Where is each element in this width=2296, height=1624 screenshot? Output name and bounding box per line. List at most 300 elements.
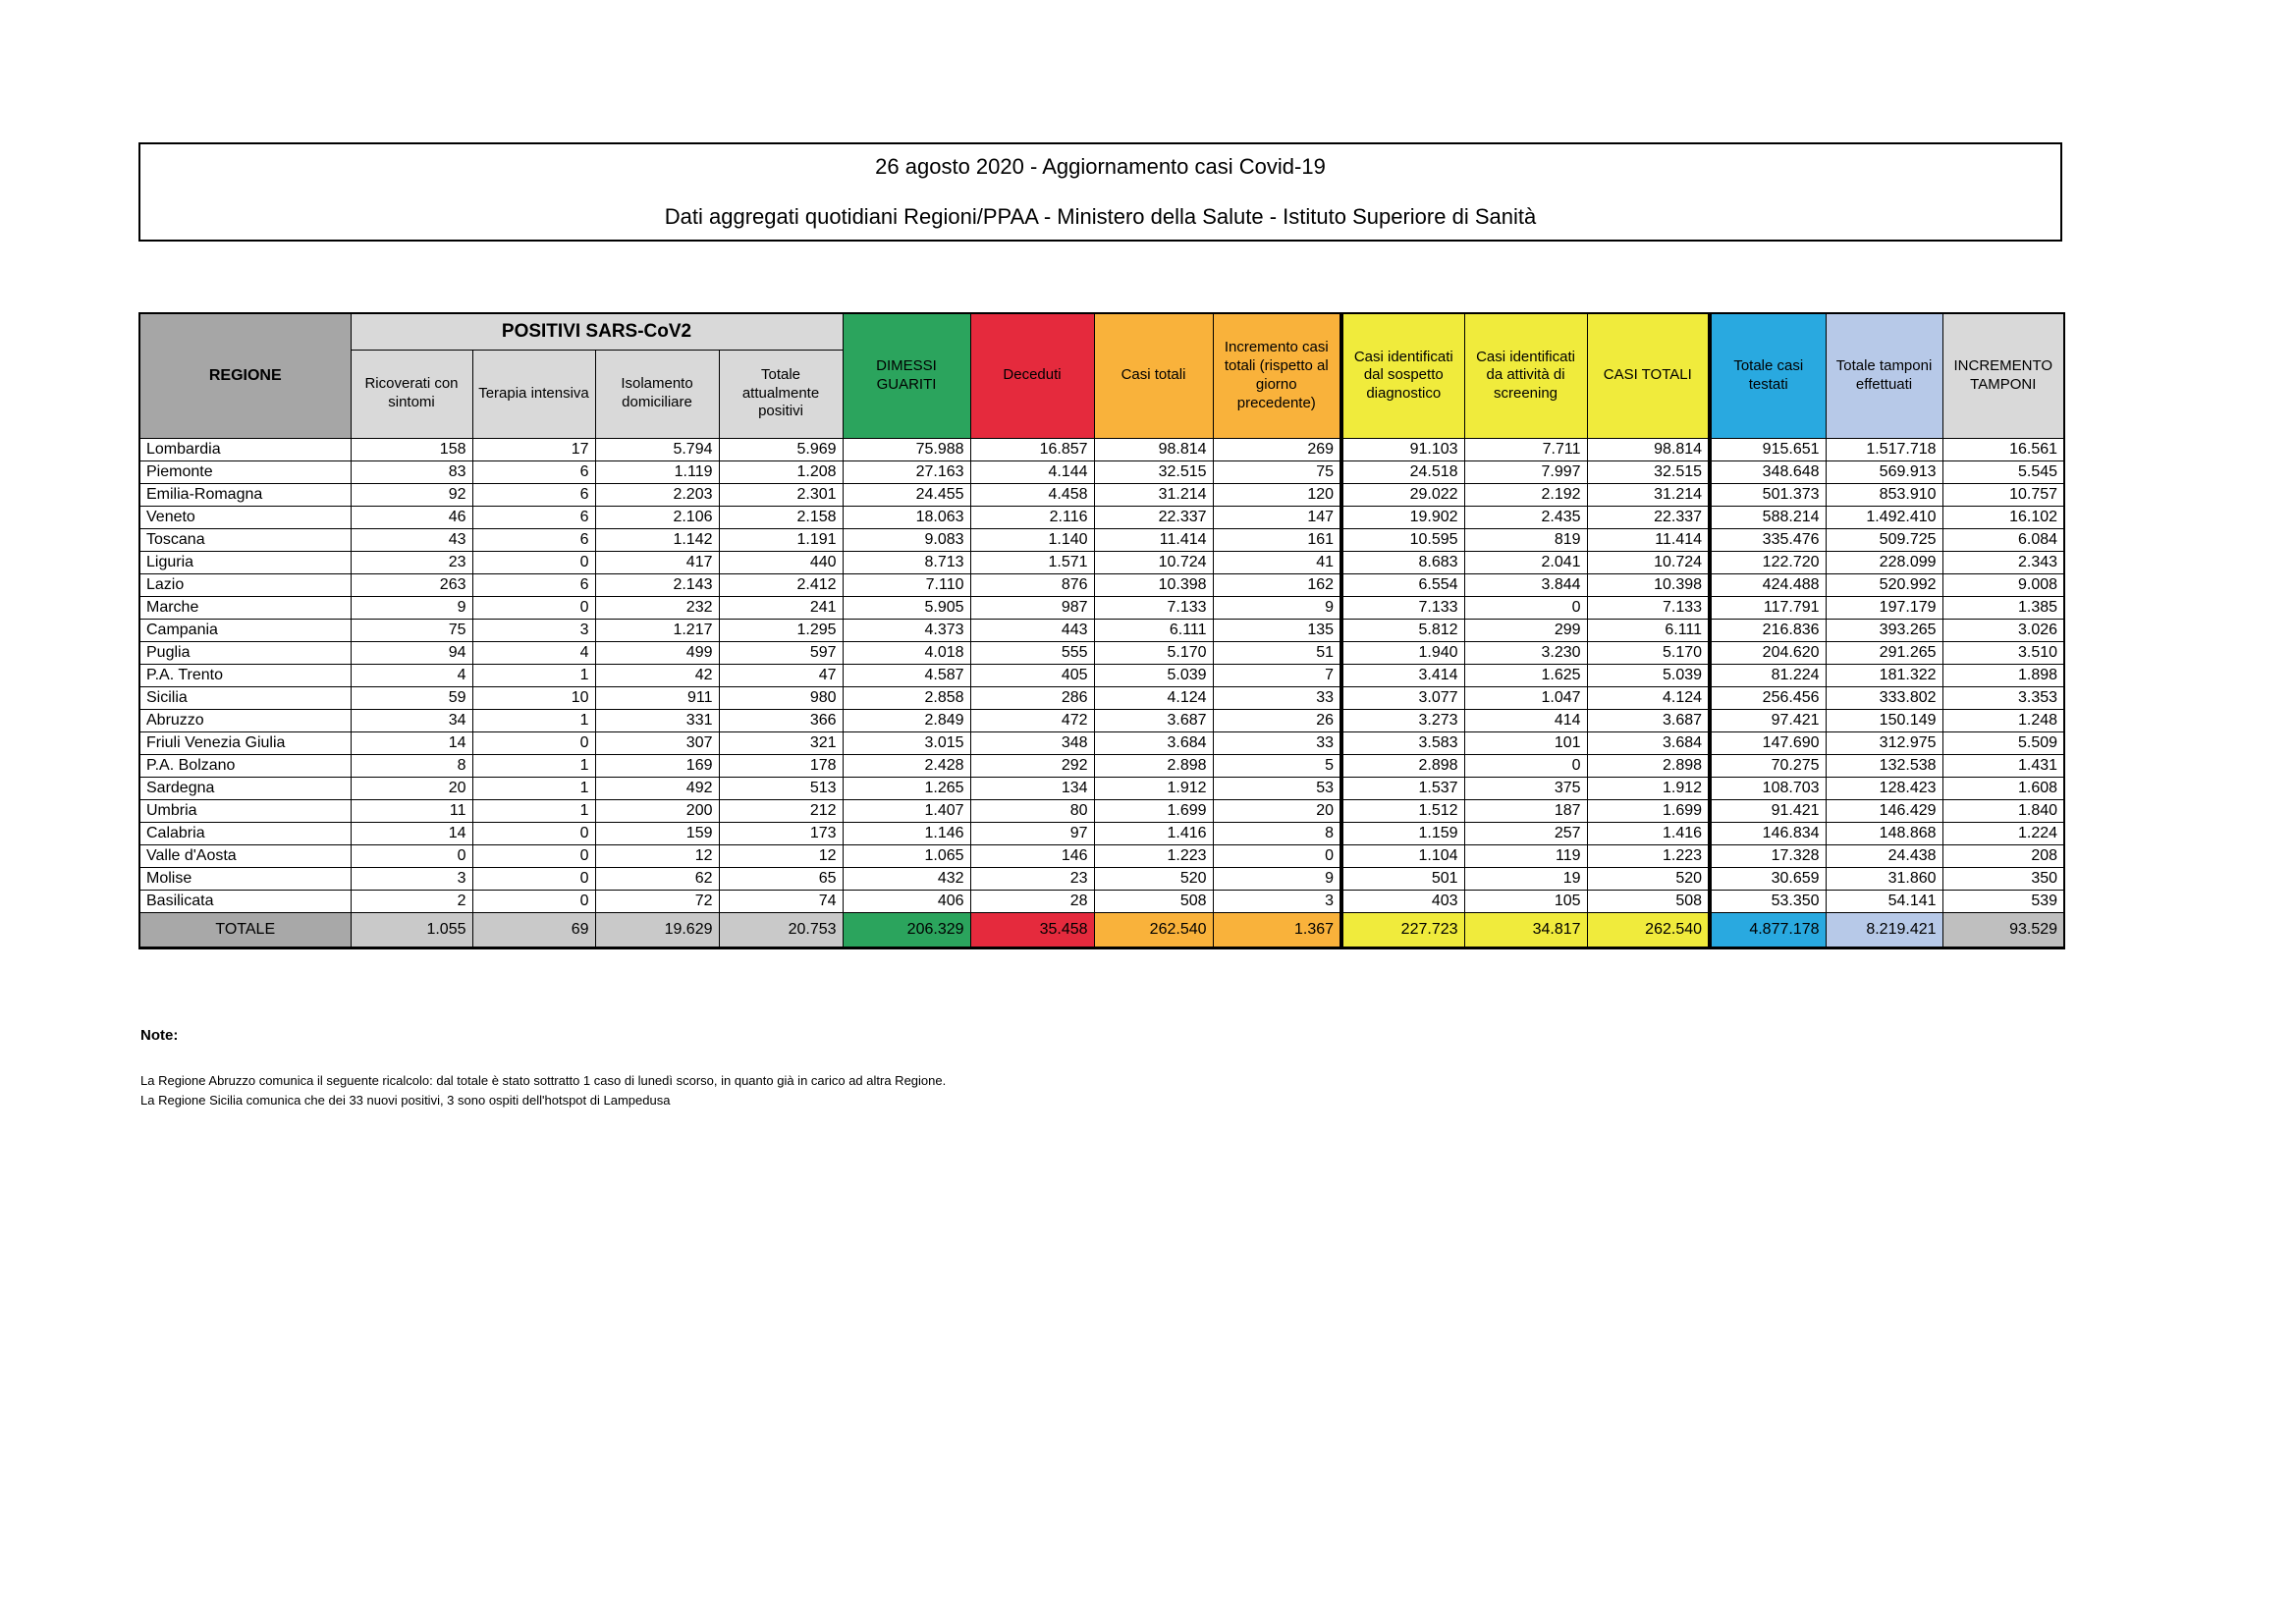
value-cell: 819 (1464, 528, 1587, 551)
value-cell: 31.214 (1094, 483, 1213, 506)
total-value-cell: 227.723 (1341, 912, 1464, 947)
table-row (139, 867, 2064, 890)
column-header-casi-totali: Casi totali (1094, 313, 1213, 438)
value-cell: 94 (351, 641, 472, 664)
value-cell: 27.163 (843, 460, 970, 483)
value-cell: 8.713 (843, 551, 970, 573)
value-cell: 6.111 (1094, 619, 1213, 641)
value-cell: 3 (472, 619, 595, 641)
value-cell: 1.699 (1587, 799, 1710, 822)
report-subtitle: Dati aggregati quotidiani Regioni/PPAA - Ministero della Salute - Istituto Superiore di Sanità (664, 204, 1537, 229)
total-value-cell: 19.629 (595, 912, 719, 947)
total-value-cell: 69 (472, 912, 595, 947)
value-cell: 161 (1213, 528, 1341, 551)
value-cell: 4.018 (843, 641, 970, 664)
value-cell: 3.077 (1341, 686, 1464, 709)
column-header-regione: REGIONE (139, 313, 351, 438)
value-cell: 20 (1213, 799, 1341, 822)
value-cell: 2.898 (1587, 754, 1710, 777)
value-cell: 6 (472, 460, 595, 483)
value-cell: 169 (595, 754, 719, 777)
value-cell: 1.940 (1341, 641, 1464, 664)
value-cell: 24.455 (843, 483, 970, 506)
value-cell: 18.063 (843, 506, 970, 528)
value-cell: 23 (970, 867, 1094, 890)
value-cell: 12 (719, 844, 843, 867)
value-cell: 1.492.410 (1826, 506, 1942, 528)
value-cell: 9 (1213, 596, 1341, 619)
region-cell: Veneto (139, 506, 351, 528)
value-cell: 0 (472, 596, 595, 619)
value-cell: 292 (970, 754, 1094, 777)
value-cell: 508 (1094, 890, 1213, 912)
value-cell: 1.699 (1094, 799, 1213, 822)
total-value-cell: 35.458 (970, 912, 1094, 947)
value-cell: 520.992 (1826, 573, 1942, 596)
region-cell: Molise (139, 867, 351, 890)
table-row (139, 596, 2064, 619)
value-cell: 51 (1213, 641, 1341, 664)
value-cell: 81.224 (1710, 664, 1826, 686)
value-cell: 46 (351, 506, 472, 528)
value-cell: 24.518 (1341, 460, 1464, 483)
value-cell: 232 (595, 596, 719, 619)
total-value-cell: 93.529 (1942, 912, 2064, 947)
value-cell: 501.373 (1710, 483, 1826, 506)
value-cell: 4 (351, 664, 472, 686)
value-cell: 7.133 (1094, 596, 1213, 619)
value-cell: 105 (1464, 890, 1587, 912)
total-value-cell: 206.329 (843, 912, 970, 947)
value-cell: 2.203 (595, 483, 719, 506)
value-cell: 2.849 (843, 709, 970, 731)
value-cell: 1.217 (595, 619, 719, 641)
value-cell: 299 (1464, 619, 1587, 641)
region-cell: Sardegna (139, 777, 351, 799)
value-cell: 3.687 (1587, 709, 1710, 731)
value-cell: 1.512 (1341, 799, 1464, 822)
value-cell: 53.350 (1710, 890, 1826, 912)
value-cell: 10.398 (1587, 573, 1710, 596)
region-cell: Calabria (139, 822, 351, 844)
total-value-cell: 4.877.178 (1710, 912, 1826, 947)
value-cell: 1 (472, 754, 595, 777)
table-header (139, 313, 2064, 438)
value-cell: 16.561 (1942, 438, 2064, 460)
value-cell: 307 (595, 731, 719, 754)
value-cell: 5 (1213, 754, 1341, 777)
value-cell: 6 (472, 483, 595, 506)
table-row (139, 483, 2064, 506)
value-cell: 5.905 (843, 596, 970, 619)
value-cell: 70.275 (1710, 754, 1826, 777)
value-cell: 43 (351, 528, 472, 551)
value-cell: 65 (719, 867, 843, 890)
value-cell: 256.456 (1710, 686, 1826, 709)
value-cell: 5.794 (595, 438, 719, 460)
value-cell: 499 (595, 641, 719, 664)
value-cell: 1.407 (843, 799, 970, 822)
value-cell: 162 (1213, 573, 1341, 596)
value-cell: 406 (843, 890, 970, 912)
value-cell: 5.812 (1341, 619, 1464, 641)
region-cell: Valle d'Aosta (139, 844, 351, 867)
value-cell: 30.659 (1710, 867, 1826, 890)
value-cell: 405 (970, 664, 1094, 686)
value-cell: 5.039 (1587, 664, 1710, 686)
value-cell: 34 (351, 709, 472, 731)
value-cell: 2.301 (719, 483, 843, 506)
value-cell: 1 (472, 664, 595, 686)
value-cell: 54.141 (1826, 890, 1942, 912)
region-cell: Emilia-Romagna (139, 483, 351, 506)
value-cell: 7.711 (1464, 438, 1587, 460)
column-header-incremento-tamponi: INCREMENTO TAMPONI (1942, 313, 2064, 438)
table-row (139, 799, 2064, 822)
value-cell: 187 (1464, 799, 1587, 822)
value-cell: 148.868 (1826, 822, 1942, 844)
value-cell: 97.421 (1710, 709, 1826, 731)
note-line-sicilia: La Regione Sicilia comunica che dei 33 nuovi positivi, 3 sono ospiti dell'hotspot di Lampedusa (140, 1093, 671, 1109)
value-cell: 2.041 (1464, 551, 1587, 573)
value-cell: 132.538 (1826, 754, 1942, 777)
value-cell: 1.104 (1341, 844, 1464, 867)
value-cell: 23 (351, 551, 472, 573)
value-cell: 16.102 (1942, 506, 2064, 528)
value-cell: 513 (719, 777, 843, 799)
value-cell: 4.458 (970, 483, 1094, 506)
value-cell: 5.509 (1942, 731, 2064, 754)
value-cell: 98.814 (1094, 438, 1213, 460)
value-cell: 3.583 (1341, 731, 1464, 754)
table-body (139, 438, 2064, 947)
value-cell: 2.106 (595, 506, 719, 528)
value-cell: 181.322 (1826, 664, 1942, 686)
notes-heading: Note: (140, 1027, 179, 1044)
region-cell: Campania (139, 619, 351, 641)
value-cell: 520 (1587, 867, 1710, 890)
value-cell: 120 (1213, 483, 1341, 506)
value-cell: 5.039 (1094, 664, 1213, 686)
value-cell: 492 (595, 777, 719, 799)
value-cell: 539 (1942, 890, 2064, 912)
value-cell: 1 (472, 777, 595, 799)
value-cell: 321 (719, 731, 843, 754)
table-row (139, 619, 2064, 641)
value-cell: 7.997 (1464, 460, 1587, 483)
value-cell: 0 (472, 731, 595, 754)
value-cell: 16.857 (970, 438, 1094, 460)
value-cell: 5.170 (1094, 641, 1213, 664)
column-header-sospetto-diagnostico: Casi identificati dal sospetto diagnostico (1341, 313, 1464, 438)
value-cell: 286 (970, 686, 1094, 709)
value-cell: 0 (351, 844, 472, 867)
title-box (138, 142, 2062, 242)
table-row (139, 709, 2064, 731)
table-row (139, 506, 2064, 528)
value-cell: 3 (1213, 890, 1341, 912)
value-cell: 269 (1213, 438, 1341, 460)
value-cell: 146.834 (1710, 822, 1826, 844)
value-cell: 7.133 (1587, 596, 1710, 619)
value-cell: 1.191 (719, 528, 843, 551)
value-cell: 588.214 (1710, 506, 1826, 528)
value-cell: 9.083 (843, 528, 970, 551)
value-cell: 1.416 (1587, 822, 1710, 844)
value-cell: 32.515 (1094, 460, 1213, 483)
value-cell: 147 (1213, 506, 1341, 528)
column-header-incremento-casi: Incremento casi totali (rispetto al giorno precedente) (1213, 313, 1341, 438)
value-cell: 122.720 (1710, 551, 1826, 573)
value-cell: 1.416 (1094, 822, 1213, 844)
region-cell: Friuli Venezia Giulia (139, 731, 351, 754)
value-cell: 19 (1464, 867, 1587, 890)
value-cell: 1.517.718 (1826, 438, 1942, 460)
value-cell: 29.022 (1341, 483, 1464, 506)
value-cell: 263 (351, 573, 472, 596)
value-cell: 178 (719, 754, 843, 777)
column-header-isolamento: Isolamento domiciliare (595, 350, 719, 438)
value-cell: 6 (472, 528, 595, 551)
value-cell: 257 (1464, 822, 1587, 844)
value-cell: 53 (1213, 777, 1341, 799)
value-cell: 4.587 (843, 664, 970, 686)
value-cell: 101 (1464, 731, 1587, 754)
value-cell: 987 (970, 596, 1094, 619)
value-cell: 31.214 (1587, 483, 1710, 506)
total-value-cell: 1.055 (351, 912, 472, 947)
region-cell: Umbria (139, 799, 351, 822)
region-cell: Puglia (139, 641, 351, 664)
value-cell: 1.224 (1942, 822, 2064, 844)
report-title: 26 agosto 2020 - Aggiornamento casi Covid-19 (875, 154, 1326, 179)
value-cell: 414 (1464, 709, 1587, 731)
value-cell: 91.421 (1710, 799, 1826, 822)
value-cell: 569.913 (1826, 460, 1942, 483)
value-cell: 1.223 (1587, 844, 1710, 867)
value-cell: 0 (472, 822, 595, 844)
value-cell: 7.133 (1341, 596, 1464, 619)
value-cell: 10.724 (1587, 551, 1710, 573)
value-cell: 443 (970, 619, 1094, 641)
value-cell: 7 (1213, 664, 1341, 686)
column-header-terapia-intensiva: Terapia intensiva (472, 350, 595, 438)
column-header-casi-totali-2: CASI TOTALI (1587, 313, 1710, 438)
value-cell: 5.969 (719, 438, 843, 460)
value-cell: 72 (595, 890, 719, 912)
value-cell: 11.414 (1094, 528, 1213, 551)
value-cell: 91.103 (1341, 438, 1464, 460)
value-cell: 26 (1213, 709, 1341, 731)
value-cell: 1.047 (1464, 686, 1587, 709)
value-cell: 75 (1213, 460, 1341, 483)
value-cell: 417 (595, 551, 719, 573)
value-cell: 0 (472, 867, 595, 890)
value-cell: 22.337 (1094, 506, 1213, 528)
value-cell: 6.084 (1942, 528, 2064, 551)
value-cell: 432 (843, 867, 970, 890)
value-cell: 2.898 (1341, 754, 1464, 777)
value-cell: 92 (351, 483, 472, 506)
value-cell: 11.414 (1587, 528, 1710, 551)
table-row (139, 551, 2064, 573)
value-cell: 146 (970, 844, 1094, 867)
table-row (139, 438, 2064, 460)
value-cell: 135 (1213, 619, 1341, 641)
value-cell: 10.724 (1094, 551, 1213, 573)
value-cell: 9 (1213, 867, 1341, 890)
value-cell: 1.608 (1942, 777, 2064, 799)
value-cell: 197.179 (1826, 596, 1942, 619)
region-cell: Basilicata (139, 890, 351, 912)
value-cell: 2.428 (843, 754, 970, 777)
covid-data-table (138, 312, 2065, 949)
table-row (139, 573, 2064, 596)
value-cell: 59 (351, 686, 472, 709)
table-row (139, 844, 2064, 867)
total-value-cell: 34.817 (1464, 912, 1587, 947)
value-cell: 173 (719, 822, 843, 844)
value-cell: 1.248 (1942, 709, 2064, 731)
value-cell: 3.015 (843, 731, 970, 754)
value-cell: 2.116 (970, 506, 1094, 528)
value-cell: 508 (1587, 890, 1710, 912)
value-cell: 33 (1213, 686, 1341, 709)
value-cell: 4 (472, 641, 595, 664)
value-cell: 1.159 (1341, 822, 1464, 844)
value-cell: 348 (970, 731, 1094, 754)
value-cell: 0 (1213, 844, 1341, 867)
value-cell: 0 (472, 890, 595, 912)
value-cell: 3.684 (1587, 731, 1710, 754)
total-value-cell: 20.753 (719, 912, 843, 947)
value-cell: 1.295 (719, 619, 843, 641)
table-row (139, 528, 2064, 551)
value-cell: 3.844 (1464, 573, 1587, 596)
value-cell: 75 (351, 619, 472, 641)
total-value-cell: 262.540 (1094, 912, 1213, 947)
value-cell: 3.687 (1094, 709, 1213, 731)
value-cell: 472 (970, 709, 1094, 731)
table-row (139, 822, 2064, 844)
value-cell: 6 (472, 506, 595, 528)
value-cell: 10.398 (1094, 573, 1213, 596)
value-cell: 1.142 (595, 528, 719, 551)
value-cell: 4.373 (843, 619, 970, 641)
region-cell: Abruzzo (139, 709, 351, 731)
value-cell: 1.898 (1942, 664, 2064, 686)
table-row (139, 754, 2064, 777)
value-cell: 0 (1464, 754, 1587, 777)
region-cell: Toscana (139, 528, 351, 551)
region-cell: P.A. Bolzano (139, 754, 351, 777)
value-cell: 8 (1213, 822, 1341, 844)
value-cell: 9.008 (1942, 573, 2064, 596)
total-row (139, 912, 2064, 947)
value-cell: 911 (595, 686, 719, 709)
column-header-deceduti: Deceduti (970, 313, 1094, 438)
value-cell: 1.431 (1942, 754, 2064, 777)
value-cell: 440 (719, 551, 843, 573)
value-cell: 159 (595, 822, 719, 844)
total-value-cell: 1.367 (1213, 912, 1341, 947)
note-line-abruzzo: La Regione Abruzzo comunica il seguente ricalcolo: dal totale è stato sottratto 1 caso di lunedì scorso, in quanto già in carico ad altra Regione. (140, 1073, 947, 1088)
value-cell: 204.620 (1710, 641, 1826, 664)
region-cell: Lombardia (139, 438, 351, 460)
value-cell: 9 (351, 596, 472, 619)
value-cell: 108.703 (1710, 777, 1826, 799)
value-cell: 2 (351, 890, 472, 912)
value-cell: 980 (719, 686, 843, 709)
value-cell: 62 (595, 867, 719, 890)
value-cell: 10.595 (1341, 528, 1464, 551)
value-cell: 22.337 (1587, 506, 1710, 528)
value-cell: 312.975 (1826, 731, 1942, 754)
value-cell: 5.170 (1587, 641, 1710, 664)
value-cell: 1.385 (1942, 596, 2064, 619)
value-cell: 17 (472, 438, 595, 460)
value-cell: 291.265 (1826, 641, 1942, 664)
value-cell: 6 (472, 573, 595, 596)
value-cell: 98.814 (1587, 438, 1710, 460)
value-cell: 3.684 (1094, 731, 1213, 754)
value-cell: 33 (1213, 731, 1341, 754)
region-cell: Marche (139, 596, 351, 619)
value-cell: 8 (351, 754, 472, 777)
column-header-screening: Casi identificati da attività di screening (1464, 313, 1587, 438)
value-cell: 1.912 (1094, 777, 1213, 799)
value-cell: 2.898 (1094, 754, 1213, 777)
table-row (139, 641, 2064, 664)
value-cell: 0 (472, 551, 595, 573)
table-row (139, 890, 2064, 912)
value-cell: 915.651 (1710, 438, 1826, 460)
value-cell: 350 (1942, 867, 2064, 890)
value-cell: 19.902 (1341, 506, 1464, 528)
value-cell: 853.910 (1826, 483, 1942, 506)
region-cell: P.A. Trento (139, 664, 351, 686)
value-cell: 366 (719, 709, 843, 731)
notes-section (140, 1027, 2006, 1110)
value-cell: 2.143 (595, 573, 719, 596)
group-header-positivi-sars-cov2: POSITIVI SARS-CoV2 (351, 313, 843, 350)
table-row (139, 460, 2064, 483)
value-cell: 158 (351, 438, 472, 460)
value-cell: 597 (719, 641, 843, 664)
value-cell: 3.510 (1942, 641, 2064, 664)
value-cell: 876 (970, 573, 1094, 596)
value-cell: 1.571 (970, 551, 1094, 573)
value-cell: 97 (970, 822, 1094, 844)
value-cell: 200 (595, 799, 719, 822)
value-cell: 1.119 (595, 460, 719, 483)
value-cell: 24.438 (1826, 844, 1942, 867)
table-row (139, 731, 2064, 754)
value-cell: 0 (1464, 596, 1587, 619)
value-cell: 47 (719, 664, 843, 686)
total-value-cell: 262.540 (1587, 912, 1710, 947)
value-cell: 228.099 (1826, 551, 1942, 573)
value-cell: 1.537 (1341, 777, 1464, 799)
value-cell: 2.435 (1464, 506, 1587, 528)
value-cell: 1.140 (970, 528, 1094, 551)
value-cell: 134 (970, 777, 1094, 799)
value-cell: 14 (351, 731, 472, 754)
value-cell: 335.476 (1710, 528, 1826, 551)
value-cell: 117.791 (1710, 596, 1826, 619)
value-cell: 10 (472, 686, 595, 709)
value-cell: 2.158 (719, 506, 843, 528)
